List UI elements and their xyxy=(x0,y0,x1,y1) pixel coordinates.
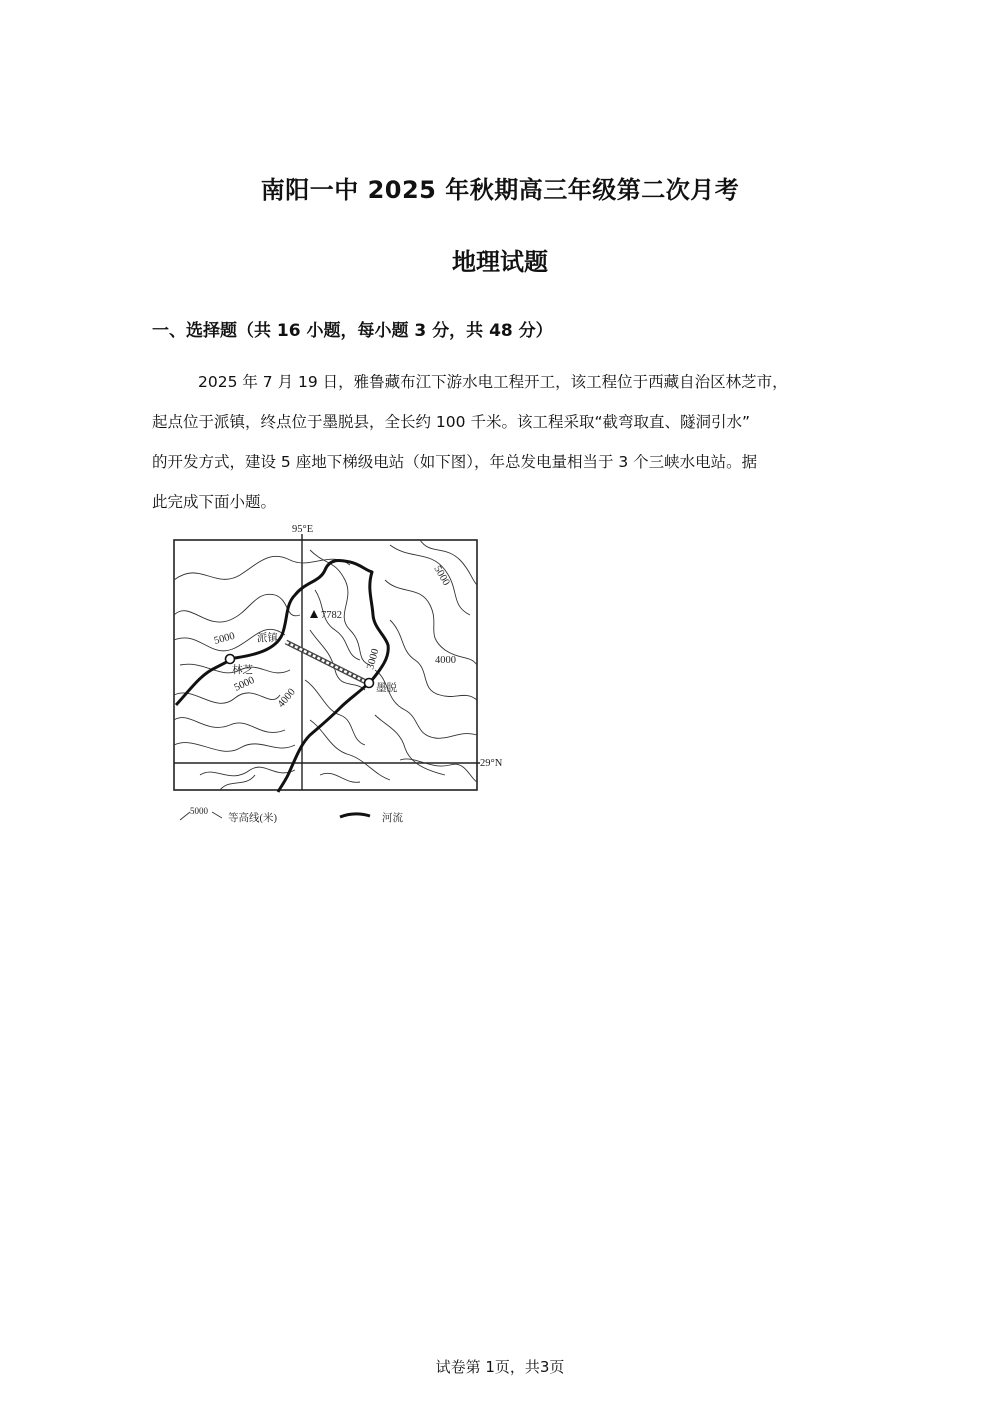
page-footer: 试卷第 1页，共3页 xyxy=(435,1358,565,1376)
legend-contour-icon-tail xyxy=(212,812,222,818)
passage-line: 此完成下面小题。 xyxy=(152,493,277,511)
contour-label: 4000 xyxy=(435,655,456,666)
legend-contour-value: 5000 xyxy=(190,806,208,816)
longitude-label: 95°E xyxy=(292,524,314,535)
passage-line: 2025 年 7 月 19 日，雅鲁藏布江下游水电工程开工，该工程位于西藏自治区林芝市， xyxy=(198,373,788,391)
contour-label: 5000 xyxy=(431,564,452,588)
contour-label: 4000 xyxy=(275,686,298,710)
latitude-label: 29°N xyxy=(480,758,503,769)
contour-label: 5000 xyxy=(232,674,257,694)
contour-label: 3000 xyxy=(365,647,382,671)
legend-river-icon xyxy=(340,814,370,817)
section-heading: 一、选择题（共 16 小题，每小题 3 分，共 48 分） xyxy=(152,321,553,341)
passage-line: 的开发方式，建设 5 座地下梯级电站（如下图），年总发电量相当于 3 个三峡水电站。据 xyxy=(152,453,758,471)
motuo-marker xyxy=(365,679,374,688)
legend-contour-icon xyxy=(180,812,190,820)
paizhen-label: 派镇 xyxy=(257,633,278,644)
subject-title: 地理试题 xyxy=(452,248,548,276)
motuo-label: 墨脱 xyxy=(376,683,397,694)
legend-river-text: 河流 xyxy=(382,813,403,824)
contour-label: 5000 xyxy=(212,630,237,647)
contour-map xyxy=(160,520,520,830)
peak-label: 7782 xyxy=(321,610,342,621)
passage xyxy=(152,362,842,522)
legend-contour-text: 等高线(米) xyxy=(228,813,277,824)
peak-icon xyxy=(310,610,318,618)
linzhi-marker xyxy=(226,655,235,664)
passage-line: 起点位于派镇，终点位于墨脱县，全长约 100 千米。该工程采取“截弯取直、隧洞引水” xyxy=(152,413,751,431)
exam-title: 南阳一中 2025 年秋期高三年级第二次月考 xyxy=(260,176,740,204)
linzhi-label: 林芝 xyxy=(232,665,253,676)
contour-map-figure xyxy=(160,520,520,834)
